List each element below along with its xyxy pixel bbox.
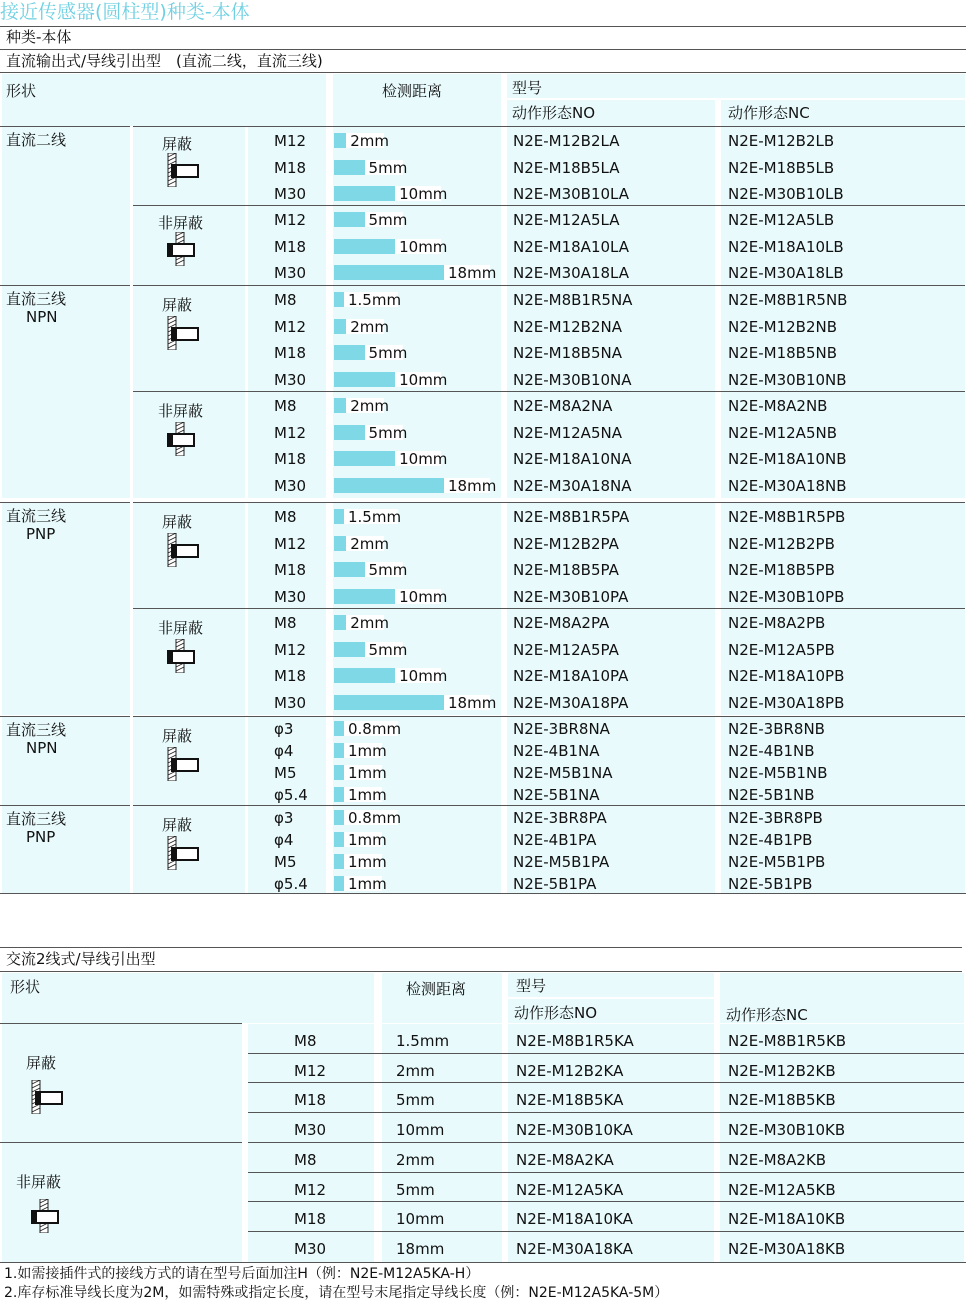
cell-background [2, 74, 326, 126]
model-nc: N2E-M8B1R5KB [728, 1031, 847, 1050]
distance-bar [334, 562, 365, 577]
model-nc: N2E-M5B1PB [728, 853, 826, 871]
model-no: N2E-M30A18NA [513, 476, 632, 495]
model-nc: N2E-3BR8NB [728, 720, 825, 738]
model-nc: N2E-M8A2NB [728, 397, 828, 416]
model-no: N2E-M12B2LA [513, 132, 620, 151]
model-no: N2E-M8A2NA [513, 397, 613, 416]
detection-distance: 2mm [350, 534, 389, 553]
shield-type-label: 屏蔽 [26, 1054, 57, 1072]
detection-distance: 2mm [396, 1150, 435, 1169]
detection-distance: 5mm [368, 561, 408, 580]
distance-bar [334, 695, 444, 710]
section2-caption: 交流2线式/导线引出型 [6, 950, 156, 968]
shielded-sensor-icon [166, 153, 202, 187]
model-no: N2E-M30A18PA [513, 693, 629, 712]
model-nc: N2E-M18A10LB [728, 237, 844, 256]
header-nc: 动作形态NC [726, 1006, 808, 1024]
distance-bar [334, 398, 346, 413]
detection-distance: 1.5mm [348, 291, 402, 310]
detection-distance: 0.8mm [348, 809, 402, 827]
group-divider [0, 805, 130, 806]
sensor-size: M12 [294, 1061, 327, 1080]
model-no: N2E-M8A2KA [516, 1150, 614, 1169]
unshielded-sensor-icon [30, 1199, 66, 1233]
shielded-sensor-icon [166, 316, 202, 350]
group-label-sub: NPN [26, 739, 58, 757]
detection-distance: 5mm [368, 211, 408, 230]
group-divider [0, 285, 130, 286]
group-divider [0, 126, 130, 127]
detection-distance: 5mm [396, 1180, 435, 1199]
cell-background [507, 74, 965, 98]
shield-type-label: 屏蔽 [162, 727, 193, 745]
group-divider [0, 1023, 242, 1024]
unshielded-sensor-icon [166, 232, 202, 266]
divider-line [0, 947, 962, 948]
model-no: N2E-4B1NA [513, 742, 600, 760]
model-no: N2E-M18A10LA [513, 237, 629, 256]
footnote: 2.库存标准导线长度为2M，如需特殊或指定长度，请在型号末尾指定导线长度（例：N2E-M12A5KA-5M） [4, 1285, 669, 1301]
page-title: 接近传感器(圆柱型)种类-本体 [0, 1, 250, 23]
detection-distance: 1mm [348, 853, 387, 871]
detection-distance: 1mm [348, 786, 387, 804]
detection-distance: 2mm [396, 1061, 435, 1080]
model-nc: N2E-M12B2PB [728, 534, 835, 553]
detection-distance: 5mm [368, 158, 408, 177]
detection-distance: 10mm [399, 237, 448, 256]
model-no: N2E-M12B2NA [513, 317, 622, 336]
detection-distance: 10mm [399, 370, 448, 389]
model-nc: N2E-M12A5KB [728, 1180, 836, 1199]
row-divider [133, 805, 965, 806]
detection-distance: 10mm [399, 587, 448, 606]
sensor-size: M8 [274, 397, 297, 416]
model-no: N2E-M12A5KA [516, 1180, 624, 1199]
model-no: N2E-M30B10LA [513, 185, 630, 204]
distance-bar [334, 642, 365, 657]
detection-distance: 1mm [348, 831, 387, 849]
sensor-size: φ5.4 [274, 875, 308, 893]
header-model: 型号 [516, 977, 547, 995]
distance-bar [334, 536, 346, 551]
sensor-size: M18 [274, 237, 307, 256]
model-no: N2E-M30B10KA [516, 1120, 633, 1139]
sensor-size: M18 [294, 1210, 327, 1229]
distance-bar [334, 345, 365, 360]
detection-distance: 2mm [350, 317, 389, 336]
sensor-size: M18 [274, 158, 307, 177]
unshielded-sensor-icon [166, 639, 202, 673]
table-bottom [0, 893, 966, 894]
sensor-size: M18 [274, 667, 307, 686]
shield-type-label: 屏蔽 [162, 135, 193, 153]
model-nc: N2E-5B1NB [728, 786, 815, 804]
detection-distance: 1mm [348, 875, 387, 893]
row-divider [248, 1172, 964, 1173]
model-nc: N2E-3BR8PB [728, 809, 823, 827]
model-no: N2E-M18B5PA [513, 561, 619, 580]
shield-type-label: 屏蔽 [162, 816, 193, 834]
distance-bar [334, 589, 395, 604]
model-no: N2E-M18A10KA [516, 1210, 633, 1229]
shield-type-label: 非屏蔽 [158, 402, 204, 420]
row-divider [133, 716, 965, 717]
detection-distance: 5mm [396, 1091, 435, 1110]
sensor-size: M18 [274, 450, 307, 469]
sensor-size: M5 [274, 764, 297, 782]
distance-bar [334, 160, 365, 175]
sensor-size: M30 [274, 693, 307, 712]
shielded-sensor-icon [166, 836, 202, 870]
section-caption: 直流输出式/导线引出型 (直流二线，直流三线) [6, 52, 323, 70]
unshielded-sensor-icon [166, 422, 202, 456]
distance-bar [334, 478, 444, 493]
cell-background [2, 973, 374, 1023]
model-nc: N2E-M8B1R5PB [728, 508, 846, 527]
sensor-size: φ4 [274, 831, 294, 849]
group-label-sub: NPN [26, 308, 58, 326]
distance-bar [334, 876, 344, 891]
detection-distance: 2mm [350, 614, 389, 633]
model-nc: N2E-M12B2NB [728, 317, 838, 336]
model-no: N2E-5B1NA [513, 786, 600, 804]
distance-bar [334, 319, 346, 334]
header-shape: 形状 [6, 82, 37, 100]
model-no: N2E-M30B10NA [513, 370, 632, 389]
group-divider [0, 502, 130, 503]
model-nc: N2E-M30A18PB [728, 693, 845, 712]
section-subtitle: 种类-本体 [6, 28, 72, 46]
header-distance: 检测距离 [406, 980, 467, 998]
row-divider [248, 1053, 964, 1054]
sensor-size: M30 [294, 1239, 327, 1258]
row-divider [248, 1201, 964, 1202]
header-model: 型号 [512, 79, 543, 97]
group-divider [0, 1142, 242, 1143]
cell-background [2, 206, 130, 286]
model-no: N2E-M30A18LA [513, 264, 629, 283]
model-nc: N2E-M30A18NB [728, 476, 847, 495]
sensor-size: M18 [294, 1091, 327, 1110]
model-nc: N2E-M30B10NB [728, 370, 847, 389]
detection-distance: 2mm [350, 397, 389, 416]
model-no: N2E-M18B5KA [516, 1091, 624, 1110]
model-nc: N2E-M18A10KB [728, 1210, 846, 1229]
distance-bar [334, 133, 346, 148]
model-no: N2E-M5B1NA [513, 764, 613, 782]
model-no: N2E-M8B1R5NA [513, 291, 633, 310]
sensor-size: M8 [294, 1031, 317, 1050]
model-nc: N2E-M8A2PB [728, 614, 826, 633]
sensor-size: M8 [274, 291, 297, 310]
header-nc: 动作形态NC [728, 104, 810, 122]
distance-bar [334, 425, 365, 440]
sensor-size: φ3 [274, 809, 294, 827]
distance-bar [334, 854, 344, 869]
shield-type-label: 非屏蔽 [16, 1173, 62, 1191]
sensor-size: M18 [274, 561, 307, 580]
model-no: N2E-M18B5NA [513, 344, 622, 363]
detection-distance: 18mm [448, 693, 497, 712]
group-label: 直流三线 [6, 721, 67, 739]
distance-bar [334, 765, 344, 780]
model-nc: N2E-M30A18KB [728, 1239, 846, 1258]
shield-type-label: 非屏蔽 [158, 214, 204, 232]
detection-distance: 10mm [396, 1210, 445, 1229]
row-divider [248, 1231, 964, 1232]
detection-distance: 1.5mm [396, 1031, 450, 1050]
model-nc: N2E-M30B10PB [728, 587, 845, 606]
detection-distance: 10mm [399, 667, 448, 686]
model-no: N2E-4B1PA [513, 831, 597, 849]
shielded-sensor-icon [166, 533, 202, 567]
cell-background [2, 609, 130, 715]
sensor-size: M30 [274, 587, 307, 606]
model-no: N2E-M12A5NA [513, 423, 622, 442]
shield-type-label: 非屏蔽 [158, 619, 204, 637]
sensor-size: M30 [294, 1120, 327, 1139]
sensor-size: M12 [274, 640, 307, 659]
model-nc: N2E-M12A5PB [728, 640, 835, 659]
model-nc: N2E-M12B2KB [728, 1061, 836, 1080]
distance-bar [334, 787, 344, 802]
header-shape: 形状 [10, 978, 41, 996]
group-label-sub: PNP [26, 828, 56, 846]
sensor-size: M12 [274, 534, 307, 553]
distance-bar [334, 721, 344, 736]
distance-bar [334, 292, 344, 307]
model-nc: N2E-M18A10PB [728, 667, 845, 686]
distance-bar [334, 212, 365, 227]
header-no: 动作形态NO [514, 1004, 598, 1022]
distance-bar [334, 372, 395, 387]
model-nc: N2E-M18B5PB [728, 561, 835, 580]
model-no: N2E-M8B1R5KA [516, 1031, 634, 1050]
distance-bar [334, 186, 395, 201]
cell-background [2, 392, 130, 498]
model-no: N2E-M12B2PA [513, 534, 619, 553]
model-nc: N2E-M12B2LB [728, 132, 835, 151]
row-divider [248, 1082, 964, 1083]
detection-distance: 1mm [348, 764, 387, 782]
distance-bar [334, 451, 395, 466]
sensor-size: M30 [274, 476, 307, 495]
detection-distance: 18mm [448, 264, 497, 283]
detection-distance: 10mm [399, 450, 448, 469]
detection-distance: 1.5mm [348, 508, 402, 527]
sensor-size: M8 [274, 508, 297, 527]
model-nc: N2E-M18B5KB [728, 1091, 836, 1110]
model-no: N2E-M30A18KA [516, 1239, 633, 1258]
detection-distance: 1mm [348, 742, 387, 760]
detection-distance: 5mm [368, 344, 408, 363]
model-no: N2E-M18A10NA [513, 450, 632, 469]
detection-distance: 5mm [368, 640, 408, 659]
detection-distance: 2mm [350, 132, 389, 151]
sensor-size: φ3 [274, 720, 294, 738]
model-no: N2E-3BR8PA [513, 809, 607, 827]
row-divider [248, 1112, 964, 1113]
model-nc: N2E-M8A2KB [728, 1150, 827, 1169]
model-nc: N2E-M30A18LB [728, 264, 844, 283]
distance-bar [334, 810, 344, 825]
model-no: N2E-M18A10PA [513, 667, 629, 686]
model-nc: N2E-M8B1R5NB [728, 291, 848, 310]
model-nc: N2E-5B1PB [728, 875, 813, 893]
divider-line [0, 49, 966, 50]
distance-bar [334, 239, 395, 254]
detection-distance: 0.8mm [348, 720, 402, 738]
shield-type-label: 屏蔽 [162, 513, 193, 531]
detection-distance: 18mm [448, 476, 497, 495]
sensor-size: M30 [274, 264, 307, 283]
row-divider [133, 608, 965, 609]
model-nc: N2E-M30B10LB [728, 185, 844, 204]
row-divider [133, 285, 965, 286]
header-distance: 检测距离 [382, 82, 443, 100]
shielded-sensor-icon [30, 1080, 66, 1114]
footnote: 1.如需接插件式的接线方式的请在型号后面加注H（例：N2E-M12A5KA-H） [4, 1266, 480, 1282]
distance-bar [334, 265, 444, 280]
sensor-size: φ5.4 [274, 786, 308, 804]
divider-line [0, 971, 962, 972]
model-nc: N2E-M18B5LB [728, 158, 835, 177]
detection-distance: 18mm [396, 1239, 445, 1258]
group-divider [0, 716, 130, 717]
detection-distance: 10mm [396, 1120, 445, 1139]
model-nc: N2E-M18B5NB [728, 344, 838, 363]
model-nc: N2E-4B1NB [728, 742, 815, 760]
sensor-size: M8 [294, 1150, 317, 1169]
row-divider [133, 126, 965, 127]
model-nc: N2E-4B1PB [728, 831, 813, 849]
sensor-size: M12 [274, 211, 307, 230]
model-no: N2E-M5B1PA [513, 853, 610, 871]
divider-line [0, 72, 966, 73]
distance-bar [334, 743, 344, 758]
sensor-size: M5 [274, 853, 297, 871]
sensor-size: M30 [274, 185, 307, 204]
model-no: N2E-M12A5LA [513, 211, 620, 230]
model-no: N2E-5B1PA [513, 875, 597, 893]
group-label: 直流三线 [6, 507, 67, 525]
sensor-size: φ4 [274, 742, 294, 760]
sensor-size: M18 [274, 344, 307, 363]
header-no: 动作形态NO [512, 104, 596, 122]
model-nc: N2E-M12A5LB [728, 211, 835, 230]
shielded-sensor-icon [166, 747, 202, 781]
sensor-size: M12 [294, 1180, 327, 1199]
distance-bar [334, 615, 346, 630]
sensor-size: M30 [274, 370, 307, 389]
model-nc: N2E-M18A10NB [728, 450, 847, 469]
row-divider [133, 502, 965, 503]
row-divider [133, 391, 965, 392]
row-divider [133, 205, 965, 206]
model-nc: N2E-M30B10KB [728, 1120, 846, 1139]
model-no: N2E-M8B1R5PA [513, 508, 630, 527]
model-nc: N2E-M12A5NB [728, 423, 837, 442]
model-no: N2E-M30B10PA [513, 587, 629, 606]
row-divider [248, 1142, 964, 1143]
table-bottom [0, 1262, 966, 1263]
group-label: 直流三线 [6, 810, 67, 828]
group-label: 直流二线 [6, 131, 67, 149]
title-underline [0, 26, 966, 27]
group-label: 直流三线 [6, 290, 67, 308]
distance-bar [334, 668, 395, 683]
model-no: N2E-M12A5PA [513, 640, 619, 659]
model-no: N2E-M12B2KA [516, 1061, 624, 1080]
sensor-size: M8 [274, 614, 297, 633]
model-no: N2E-M8A2PA [513, 614, 610, 633]
model-no: N2E-3BR8NA [513, 720, 610, 738]
sensor-size: M12 [274, 132, 307, 151]
group-label-sub: PNP [26, 525, 56, 543]
distance-bar [334, 832, 344, 847]
model-nc: N2E-M5B1NB [728, 764, 828, 782]
sensor-size: M12 [274, 423, 307, 442]
model-no: N2E-M18B5LA [513, 158, 620, 177]
detection-distance: 5mm [368, 423, 408, 442]
sensor-size: M12 [274, 317, 307, 336]
shield-type-label: 屏蔽 [162, 296, 193, 314]
distance-bar [334, 509, 344, 524]
detection-distance: 10mm [399, 185, 448, 204]
